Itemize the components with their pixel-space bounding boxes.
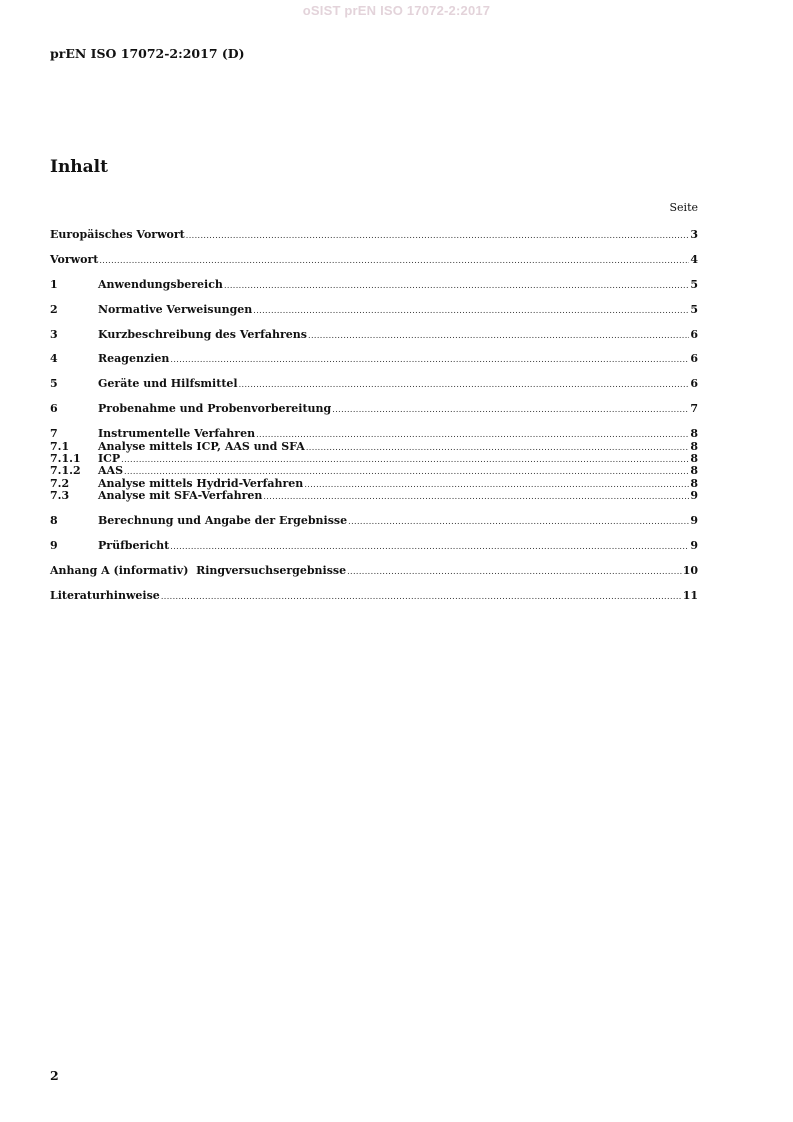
toc-entry-page: 6 <box>690 327 698 341</box>
toc-entry[interactable] <box>50 304 698 316</box>
toc-entry-page: 7 <box>690 402 698 416</box>
toc-entry-label: ICP <box>98 451 121 465</box>
toc-entry-page: 6 <box>690 377 698 391</box>
toc-entry-number: 6 <box>50 402 58 416</box>
toc-entry-label: Analyse mittels Hydrid-Verfahren <box>98 476 304 490</box>
watermark: oSIST prEN ISO 17072-2:2017 <box>302 3 491 18</box>
toc-entry[interactable] <box>50 279 698 291</box>
toc-entry-page: 11 <box>682 588 698 602</box>
toc-leader-dots <box>239 379 690 391</box>
document-id: prEN ISO 17072-2:2017 (D) <box>50 46 245 61</box>
toc-entry-number: 9 <box>50 538 58 552</box>
toc-entry-number: 7.1 <box>50 439 70 453</box>
toc-leader-dots <box>332 404 689 416</box>
toc-entry[interactable] <box>50 403 698 415</box>
toc-entry-label: Europäisches Vorwort <box>50 228 185 241</box>
toc-leader-dots <box>348 516 689 528</box>
toc-entry-number: 2 <box>50 302 58 316</box>
toc-leader-dots <box>170 354 689 366</box>
toc-entry[interactable] <box>50 465 698 477</box>
toc-leader-dots <box>306 442 689 454</box>
toc-entry-label: Kurzbeschreibung des Verfahrens <box>98 327 307 341</box>
toc-title: Inhalt <box>50 157 108 177</box>
toc-leader-dots <box>99 255 689 267</box>
toc-entry[interactable] <box>50 565 698 577</box>
toc-entry-page: 5 <box>690 302 698 316</box>
toc-entry-label: Geräte und Hilfsmittel <box>98 377 238 391</box>
toc-entry-page: 6 <box>690 352 698 366</box>
toc-entry[interactable] <box>50 441 698 453</box>
toc-entry-label: Normative Verweisungen <box>98 302 253 316</box>
toc-entry-label: Literaturhinweise <box>50 588 160 602</box>
toc-entry-page: 5 <box>690 277 698 291</box>
toc-entry-number: 7.3 <box>50 489 70 503</box>
toc-entry-label: Berechnung und Angabe der Ergebnisse <box>98 513 348 527</box>
toc-entry[interactable] <box>50 378 698 390</box>
toc-entry-label: Probenahme und Probenvorbereitung <box>98 402 332 416</box>
toc-entry[interactable] <box>50 590 698 602</box>
toc-entry[interactable] <box>50 229 698 241</box>
toc-entry-number: 7.1.2 <box>50 464 81 478</box>
toc-entry-label: AAS <box>98 464 124 478</box>
toc-leader-dots <box>308 330 689 342</box>
table-of-contents <box>50 229 698 602</box>
toc-entry-page: 8 <box>690 427 698 441</box>
toc-entry-page: 9 <box>690 538 698 552</box>
toc-entry-page: 8 <box>690 451 698 465</box>
toc-page-column-label: Seite <box>669 201 698 214</box>
toc-entry[interactable] <box>50 515 698 527</box>
toc-entry-number: 5 <box>50 377 58 391</box>
toc-leader-dots <box>253 305 689 317</box>
toc-entry-label: Anhang A (informativ) Ringversuchsergebnisse <box>50 563 347 577</box>
toc-leader-dots <box>170 541 689 553</box>
toc-entry-number: 1 <box>50 277 58 291</box>
toc-leader-dots <box>186 230 690 242</box>
toc-entry-number: 7.1.1 <box>50 451 81 465</box>
toc-leader-dots <box>263 491 689 503</box>
toc-entry-label: Anwendungsbereich <box>98 277 223 291</box>
toc-entry-number: 7.2 <box>50 476 70 490</box>
toc-leader-dots <box>256 429 689 441</box>
toc-entry-label: Prüfbericht <box>98 538 170 552</box>
toc-entry-page: 9 <box>690 489 698 503</box>
toc-entry[interactable] <box>50 490 698 502</box>
toc-leader-dots <box>304 479 689 491</box>
toc-entry-number: 4 <box>50 352 58 366</box>
toc-entry[interactable] <box>50 254 698 266</box>
toc-entry-label: Analyse mit SFA-Verfahren <box>98 489 263 503</box>
toc-leader-dots <box>224 280 689 292</box>
toc-entry-page: 8 <box>690 464 698 478</box>
toc-entry[interactable] <box>50 329 698 341</box>
toc-entry-page: 3 <box>690 228 698 241</box>
toc-leader-dots <box>161 591 682 603</box>
toc-entry-label: Vorwort <box>50 252 99 266</box>
toc-entry-page: 9 <box>690 513 698 527</box>
page-number: 2 <box>50 1068 59 1083</box>
toc-entry-page: 10 <box>682 563 698 577</box>
toc-entry-number: 8 <box>50 513 58 527</box>
toc-entry[interactable] <box>50 453 698 465</box>
toc-entry-page: 4 <box>690 252 698 266</box>
toc-entry-number: 3 <box>50 327 58 341</box>
toc-entry-label: Reagenzien <box>98 352 170 366</box>
toc-entry-number: 7 <box>50 427 58 441</box>
toc-entry[interactable] <box>50 428 698 440</box>
toc-leader-dots <box>347 566 682 578</box>
toc-entry-page: 8 <box>690 439 698 453</box>
toc-entry-label: Analyse mittels ICP, AAS und SFA <box>98 439 305 453</box>
toc-entry[interactable] <box>50 540 698 552</box>
toc-entry[interactable] <box>50 353 698 365</box>
toc-entry-label: Instrumentelle Verfahren <box>98 427 256 441</box>
toc-entry-page: 8 <box>690 476 698 490</box>
toc-leader-dots <box>121 454 689 466</box>
